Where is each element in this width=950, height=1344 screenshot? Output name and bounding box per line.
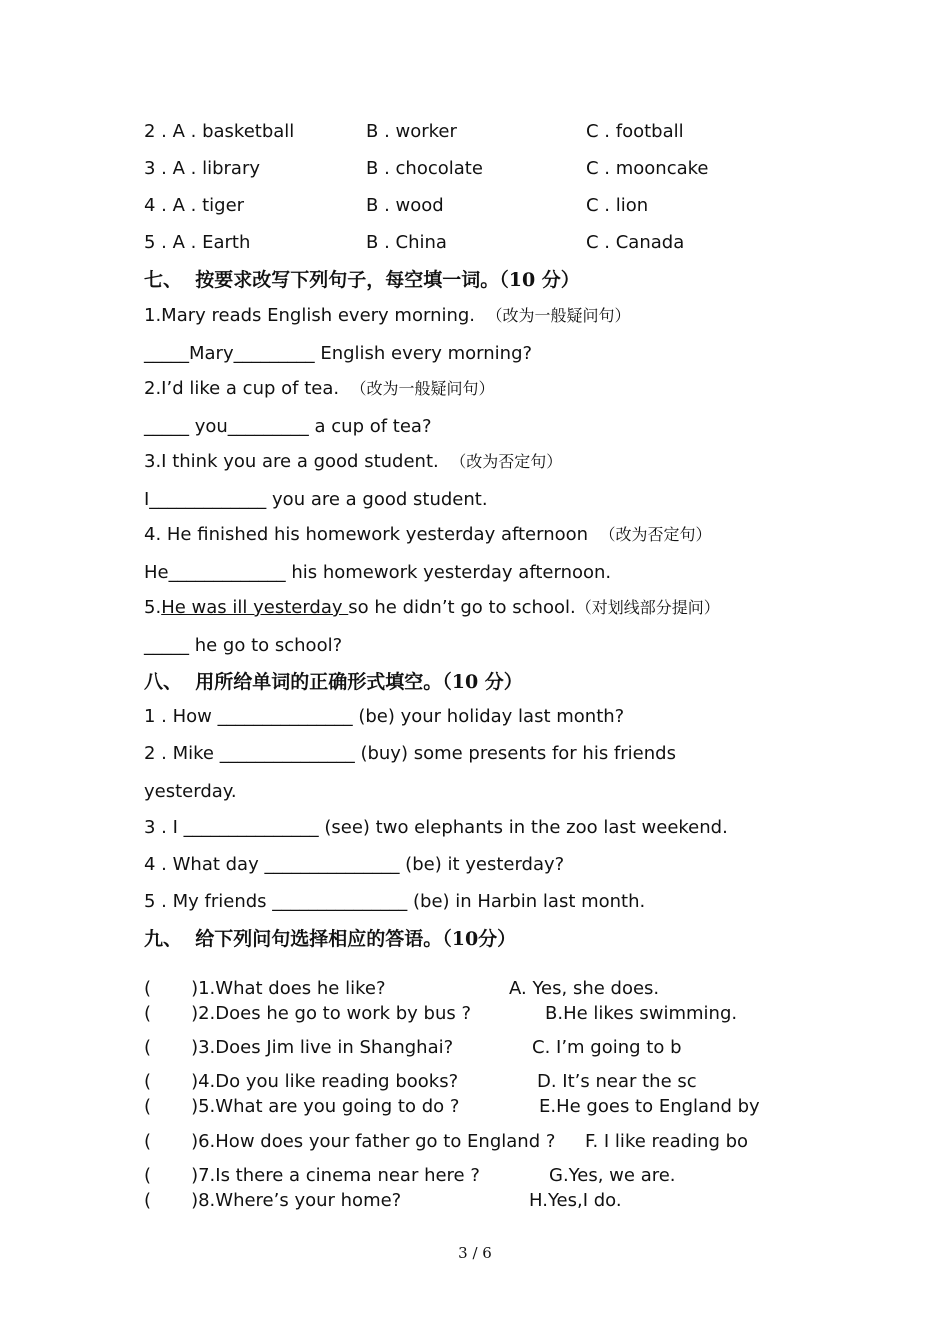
mc-option-c: C . Canada <box>586 232 685 253</box>
section-8-heading: 八、 用所给单词的正确形式填空。（10 分） <box>144 671 523 693</box>
s7-question-3: 3.I think you are a good student. （改为否定句） <box>144 451 563 472</box>
match-question: ( )6.How does your father go to England ? <box>144 1131 556 1152</box>
match-question: ( )2.Does he go to work by bus ? <box>144 1003 472 1024</box>
match-answer: F. I like reading bo <box>585 1131 749 1152</box>
s8-question-2: 2 . Mike _______________ (buy) some presents for his friends <box>144 743 676 764</box>
match-answer: G.Yes, we are. <box>549 1165 676 1186</box>
match-answer: C. I’m going to b <box>532 1037 682 1058</box>
match-answer: A. Yes, she does. <box>509 978 660 999</box>
mc-option-b: B . China <box>366 232 447 253</box>
match-question: ( )1.What does he like? <box>144 978 386 999</box>
mc-option-b: B . chocolate <box>366 158 483 179</box>
s8-question-1: 1 . How _______________ (be) your holiday last month? <box>144 706 625 727</box>
page-number: 3 / 6 <box>458 1244 492 1262</box>
s8-question-5: 5 . My friends _______________ (be) in Harbin last month. <box>144 891 646 912</box>
underlined-part: He was ill yesterday <box>161 597 349 618</box>
s7-answer-2: _____ you_________ a cup of tea? <box>144 416 432 437</box>
s7-question-1: 1.Mary reads English every morning. （改为一般疑问句） <box>144 305 631 326</box>
section-7-heading: 七、 按要求改写下列句子，每空填一词。（10 分） <box>144 269 580 291</box>
mc-option-c: C . lion <box>586 195 649 216</box>
mc-option-a: 4 . A . tiger <box>144 195 245 216</box>
match-answer: E.He goes to England by <box>539 1096 760 1117</box>
match-question: ( )3.Does Jim live in Shanghai? <box>144 1037 454 1058</box>
match-answer: H.Yes,I do. <box>529 1190 622 1211</box>
match-question: ( )4.Do you like reading books? <box>144 1071 459 1092</box>
mc-option-c: C . mooncake <box>586 158 709 179</box>
mc-option-c: C . football <box>586 121 684 142</box>
mc-option-b: B . wood <box>366 195 444 216</box>
s7-answer-1: _____Mary_________ English every morning? <box>144 343 533 364</box>
match-question: ( )7.Is there a cinema near here ? <box>144 1165 480 1186</box>
s7-answer-3: I_____________ you are a good student. <box>144 489 488 510</box>
s7-question-2: 2.I’d like a cup of tea. （改为一般疑问句） <box>144 378 495 399</box>
s7-question-5: 5.He was ill yesterday so he didn’t go to school.（对划线部分提问） <box>144 597 720 618</box>
s8-question-4: 4 . What day _______________ (be) it yesterday? <box>144 854 565 875</box>
mc-option-a: 3 . A . library <box>144 158 261 179</box>
match-question: ( )8.Where’s your home? <box>144 1190 402 1211</box>
s7-answer-4: He_____________ his homework yesterday afternoon. <box>144 562 612 583</box>
match-answer: B.He likes swimming. <box>545 1003 738 1024</box>
section-9-heading: 九、 给下列问句选择相应的答语。（10分） <box>144 928 517 950</box>
mc-option-a: 5 . A . Earth <box>144 232 251 253</box>
s7-question-4: 4. He finished his homework yesterday afternoon （改为否定句） <box>144 524 712 545</box>
mc-option-a: 2 . A . basketball <box>144 121 295 142</box>
s7-answer-5: _____ he go to school? <box>144 635 343 656</box>
s8-question-3: 3 . I _______________ (see) two elephants in the zoo last weekend. <box>144 817 728 838</box>
match-question: ( )5.What are you going to do ? <box>144 1096 460 1117</box>
s8-question-2-continued: yesterday. <box>144 781 237 802</box>
mc-option-b: B . worker <box>366 121 457 142</box>
match-answer: D. It’s near the sc <box>537 1071 697 1092</box>
